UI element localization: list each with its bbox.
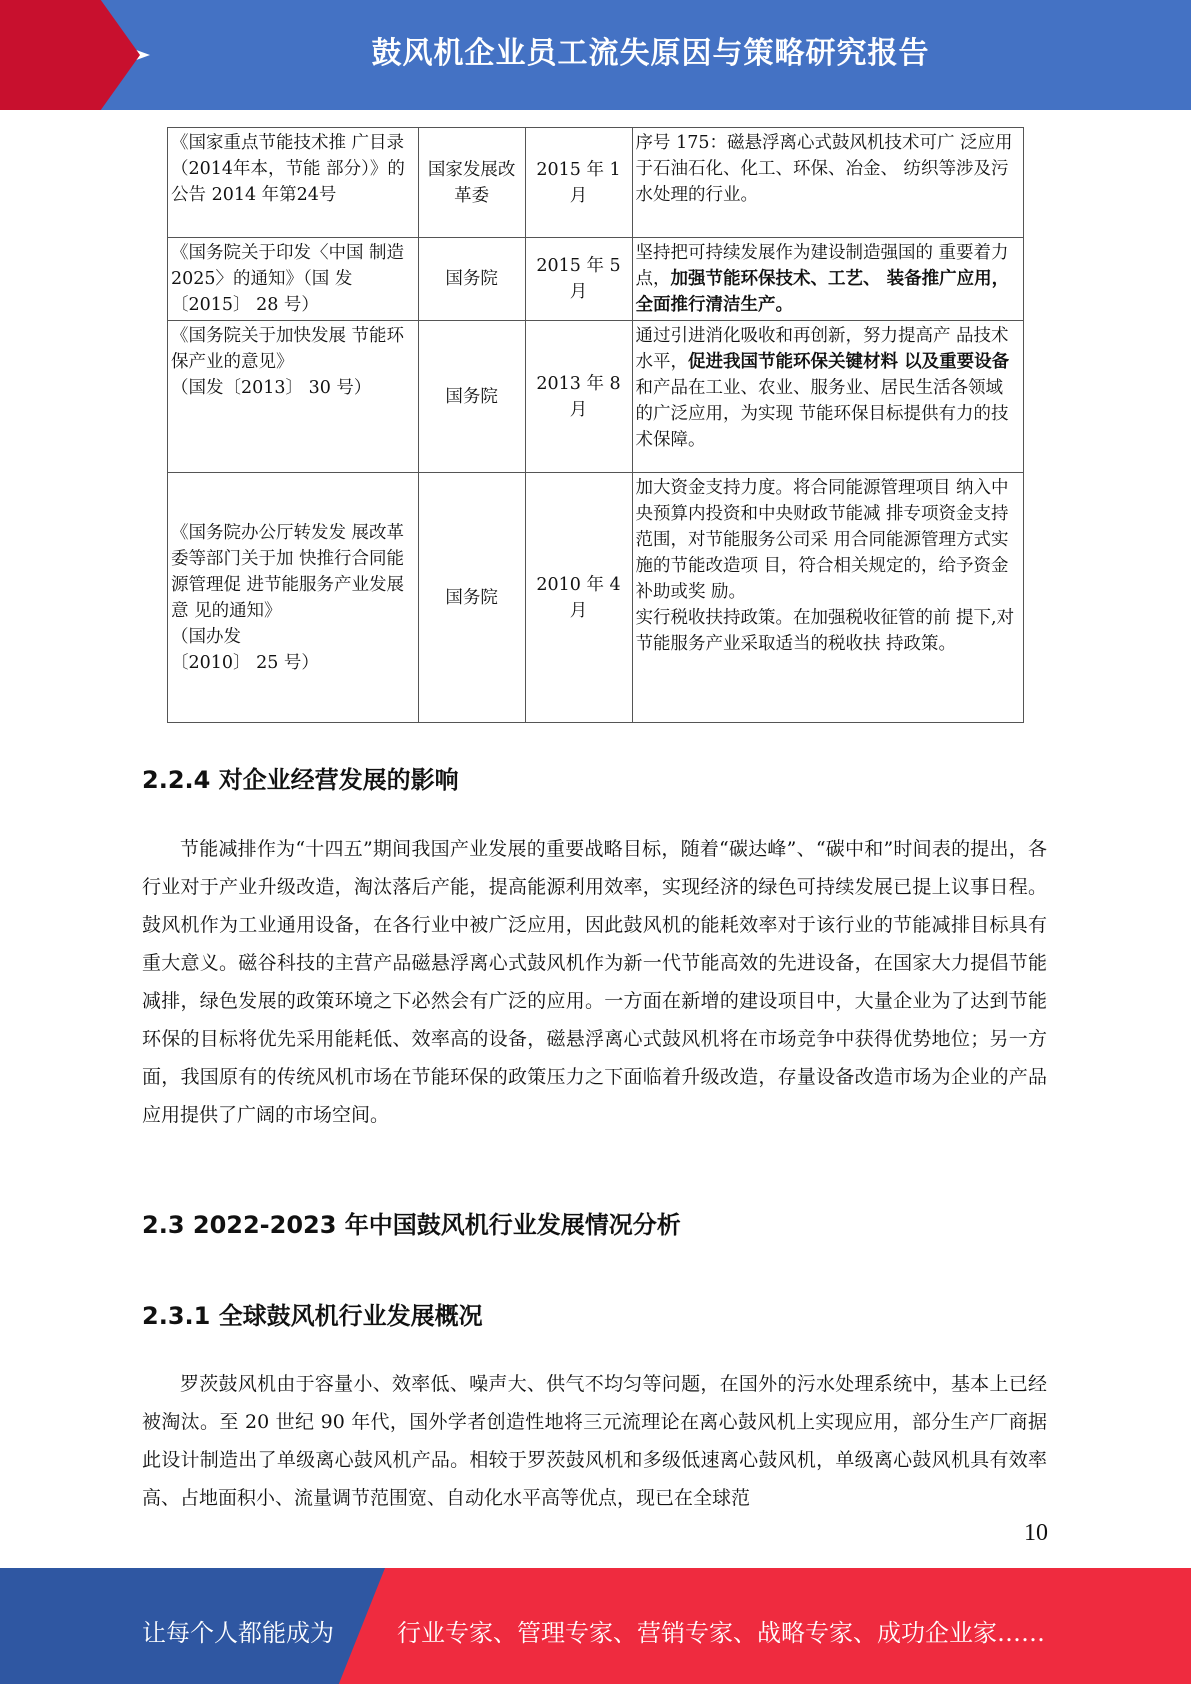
issuing-authority: 国家发展改革委 [418, 128, 525, 238]
table-row [168, 128, 1024, 238]
table-row [168, 238, 1024, 321]
content-text: 坚持把可持续发展作为建设制造强国的 重要着力点， [635, 243, 1009, 289]
section-heading: 2.3.1 全球鼓风机行业发展概况 [142, 1302, 483, 1330]
page-number: 10 [1024, 1520, 1048, 1546]
report-title: 鼓风机企业员工流失原因与策略研究报告 [371, 36, 930, 71]
content-paragraph: 加大资金支持力度。将合同能源管理项目 纳入中央预算内投资和中央财政节能减 排专项资金支持范围，对节能服务公司采 用合同能源管理方式实施的节能改造项 目，符合相关规定的，给予资金补助或奖 励。 [635, 478, 1009, 602]
issue-date: 2015 年 5月 [525, 238, 632, 321]
issue-date: 2015 年 1月 [525, 128, 632, 238]
issue-date: 2010 年 4月 [525, 473, 632, 723]
footer-slogan-right: 行业专家、管理专家、营销专家、战略专家、成功企业家…… [397, 1619, 1045, 1647]
policy-content: 序号 175：磁悬浮离心式鼓风机技术可广 泛应用于石油石化、化工、环保、冶金、 纺织等涉及污水处理的行业。 [632, 128, 1024, 238]
doc-number: （国发〔2013〕 30 号） [171, 378, 372, 398]
policy-content [632, 473, 1024, 723]
content-text: 和产品在工业、农业、服务业、居民生活各领域的广泛应用，为实现 节能环保目标提供有力的技术保障。 [635, 378, 1009, 450]
issuing-authority: 国务院 [418, 473, 525, 723]
doc-title: 《国务院办公厅转发发 展改革委等部门关于加 快推行合同能源管理促 进节能服务产业发展意 见的通知》 [171, 522, 405, 621]
body-paragraph: 罗茨鼓风机由于容量小、效率低、噪声大、供气不均匀等问题，在国外的污水处理系统中，基本上已经被淘汰。至 20 世纪 90 年代，国外学者创造性地将三元流理论在离心鼓风机上实现应用，部分生产厂商据此设计制造出了单级离心鼓风机产品。相较于罗茨鼓风机和多级低速离心鼓风机，单级离心鼓风机具有效率高、占地面积小、流量调节范围宽、自动化水平高等优点，现已在全球范 [142, 1373, 1047, 1509]
issue-date: 2013 年 8月 [525, 321, 632, 473]
content-emphasis: 加强节能环保技术、工艺、 装备推广应用，全面推行清洁生产。 [635, 269, 1010, 315]
section-heading: 2.3 2022-2023 年中国鼓风机行业发展情况分析 [142, 1211, 681, 1239]
doc-number: 〔2010〕 25 号） [171, 652, 319, 673]
policy-document: 《国家重点节能技术推 广目录（2014年本，节能 部分）》的公告 2014 年第24号 [168, 128, 419, 238]
issuing-authority: 国务院 [418, 238, 525, 321]
policy-content [632, 238, 1024, 321]
policy-content [632, 321, 1024, 473]
doc-number: （国办发 [171, 626, 241, 647]
policy-document: 《国务院关于印发〈中国 制造 2025〉的通知》（国 发〔2015〕 28 号） [168, 238, 419, 321]
page-footer [0, 1568, 1191, 1684]
table-row [168, 321, 1024, 473]
content-text: 通过引进消化吸收和再创新，努力提高产 品技术水平， [635, 326, 1009, 372]
content-paragraph: 实行税收扶持政策。在加强税收征管的前 提下,对节能服务产业采取适当的税收扶 持政策。 [635, 608, 1015, 654]
content-emphasis: 促进我国节能环保关键材料 以及重要设备 [688, 352, 1010, 372]
section-heading: 2.2.4 对企业经营发展的影响 [142, 766, 459, 794]
policy-document [168, 473, 419, 723]
issuing-authority: 国务院 [418, 321, 525, 473]
page-header [0, 0, 1191, 110]
table-row [168, 473, 1024, 723]
policy-table [167, 127, 1024, 723]
policy-document [168, 321, 419, 473]
doc-title: 《国务院关于加快发展 节能环保产业的意见》 [171, 326, 405, 372]
footer-slogan-left: 让每个人都能成为 [142, 1619, 334, 1647]
body-paragraph: 节能减排作为“十四五”期间我国产业发展的重要战略目标，随着“碳达峰”、“碳中和”时间表的提出，各行业对于产业升级改造，淘汰落后产能，提高能源利用效率，实现经济的绿色可持续发展已提上议事日程。鼓风机作为工业通用设备，在各行业中被广泛应用，因此鼓风机的能耗效率对于该行业的节能减排目标具有重大意义。磁谷科技的主营产品磁悬浮离心式鼓风机作为新一代节能高效的先进设备，在国家大力提倡节能减排，绿色发展的政策环境之下必然会有广泛的应用。一方面在新增的建设项目中，大量企业为了达到节能环保的目标将优先采用能耗低、效率高的设备，磁悬浮离心式鼓风机将在市场竞争中获得优势地位；另一方面，我国原有的传统风机市场在节能环保的政策压力之下面临着升级改造，存量设备改造市场为企业的产品应用提供了广阔的市场空间。 [142, 838, 1047, 1126]
